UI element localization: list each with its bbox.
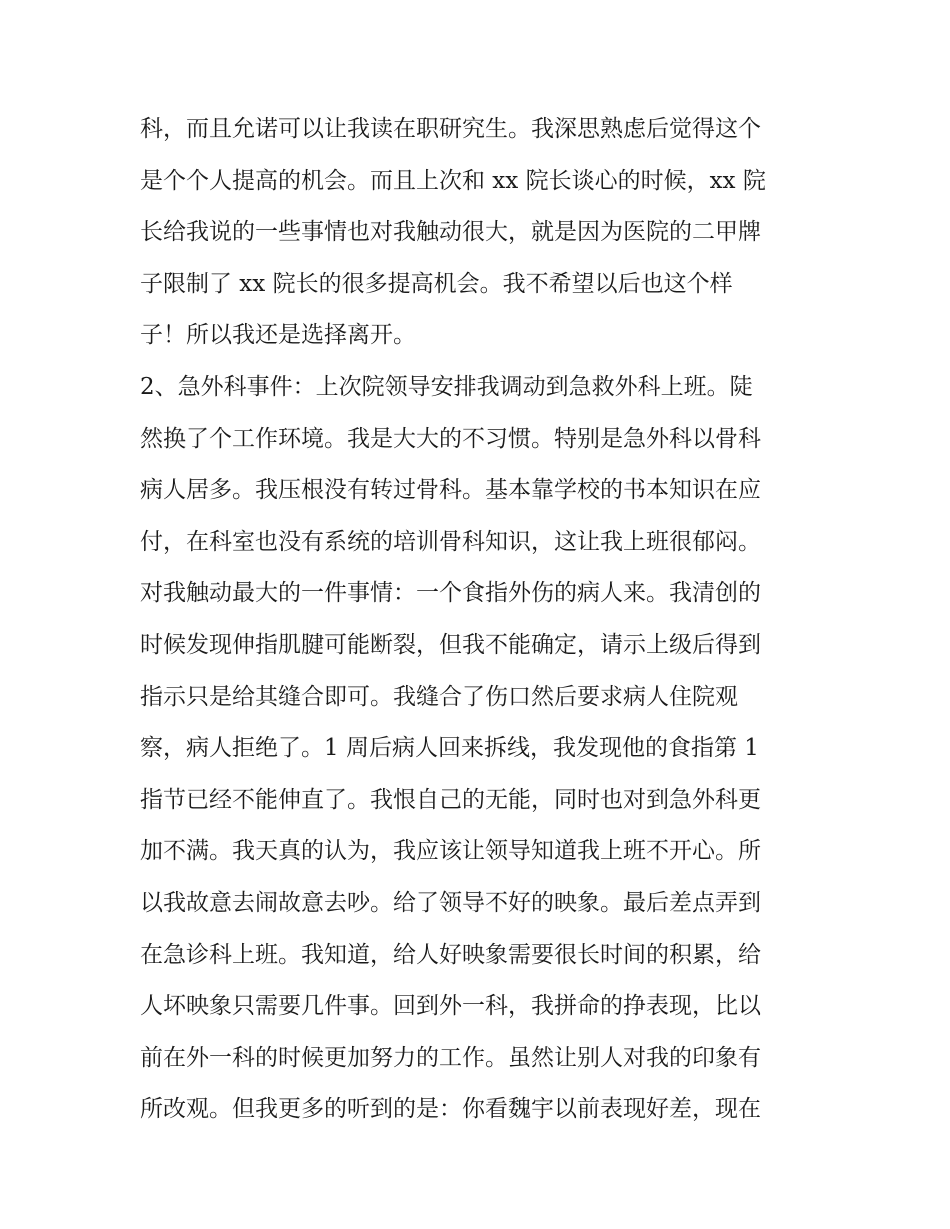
text-line: 察，病人拒绝了。1 周后病人回来拆线，我发现他的食指第 1 [140, 735, 759, 762]
text-line: 所改观。但我更多的听到的是：你看魏宇以前表现好差，现在 [140, 1096, 761, 1123]
text-line: 以我故意去闹故意去吵。给了领导不好的映象。最后差点弄到 [140, 889, 761, 916]
text-line: 病人居多。我压根没有转过骨科。基本靠学校的书本知识在应 [140, 477, 761, 504]
text-line: 前在外一科的时候更加努力的工作。虽然让别人对我的印象有 [140, 1044, 761, 1071]
text-line: 在急诊科上班。我知道，给人好映象需要很长时间的积累，给 [140, 941, 761, 968]
text-line: 人坏映象只需要几件事。回到外一科，我拼命的挣表现，比以 [140, 993, 761, 1020]
text-line: 指节已经不能伸直了。我恨自己的无能，同时也对到急外科更 [140, 786, 761, 813]
document-body [140, 104, 830, 1136]
text-line: 子！所以我还是选择离开。 [140, 322, 416, 349]
text-line: 时候发现伸指肌腱可能断裂，但我不能确定，请示上级后得到 [140, 631, 761, 658]
text-line: 付，在科室也没有系统的培训骨科知识，这让我上班很郁闷。 [140, 528, 761, 555]
text-line: 子限制了 xx 院长的很多提高机会。我不希望以后也这个样 [140, 270, 733, 297]
text-line: 科，而且允诺可以让我读在职研究生。我深思熟虑后觉得这个 [140, 116, 761, 142]
text-line: 是个个人提高的机会。而且上次和 xx 院长谈心的时候，xx 院 [140, 167, 766, 194]
text-line: 加不满。我天真的认为，我应该让领导知道我上班不开心。所 [140, 838, 761, 865]
text-line: 指示只是给其缝合即可。我缝合了伤口然后要求病人住院观 [140, 683, 738, 710]
text-line: 2、急外科事件：上次院领导安排我调动到急救外科上班。陡 [140, 373, 753, 400]
text-line: 对我触动最大的一件事情：一个食指外伤的病人来。我清创的 [140, 580, 761, 607]
text-line: 长给我说的一些事情也对我触动很大，就是因为医院的二甲牌 [140, 219, 761, 246]
text-line: 然换了个工作环境。我是大大的不习惯。特别是急外科以骨科 [140, 425, 761, 452]
